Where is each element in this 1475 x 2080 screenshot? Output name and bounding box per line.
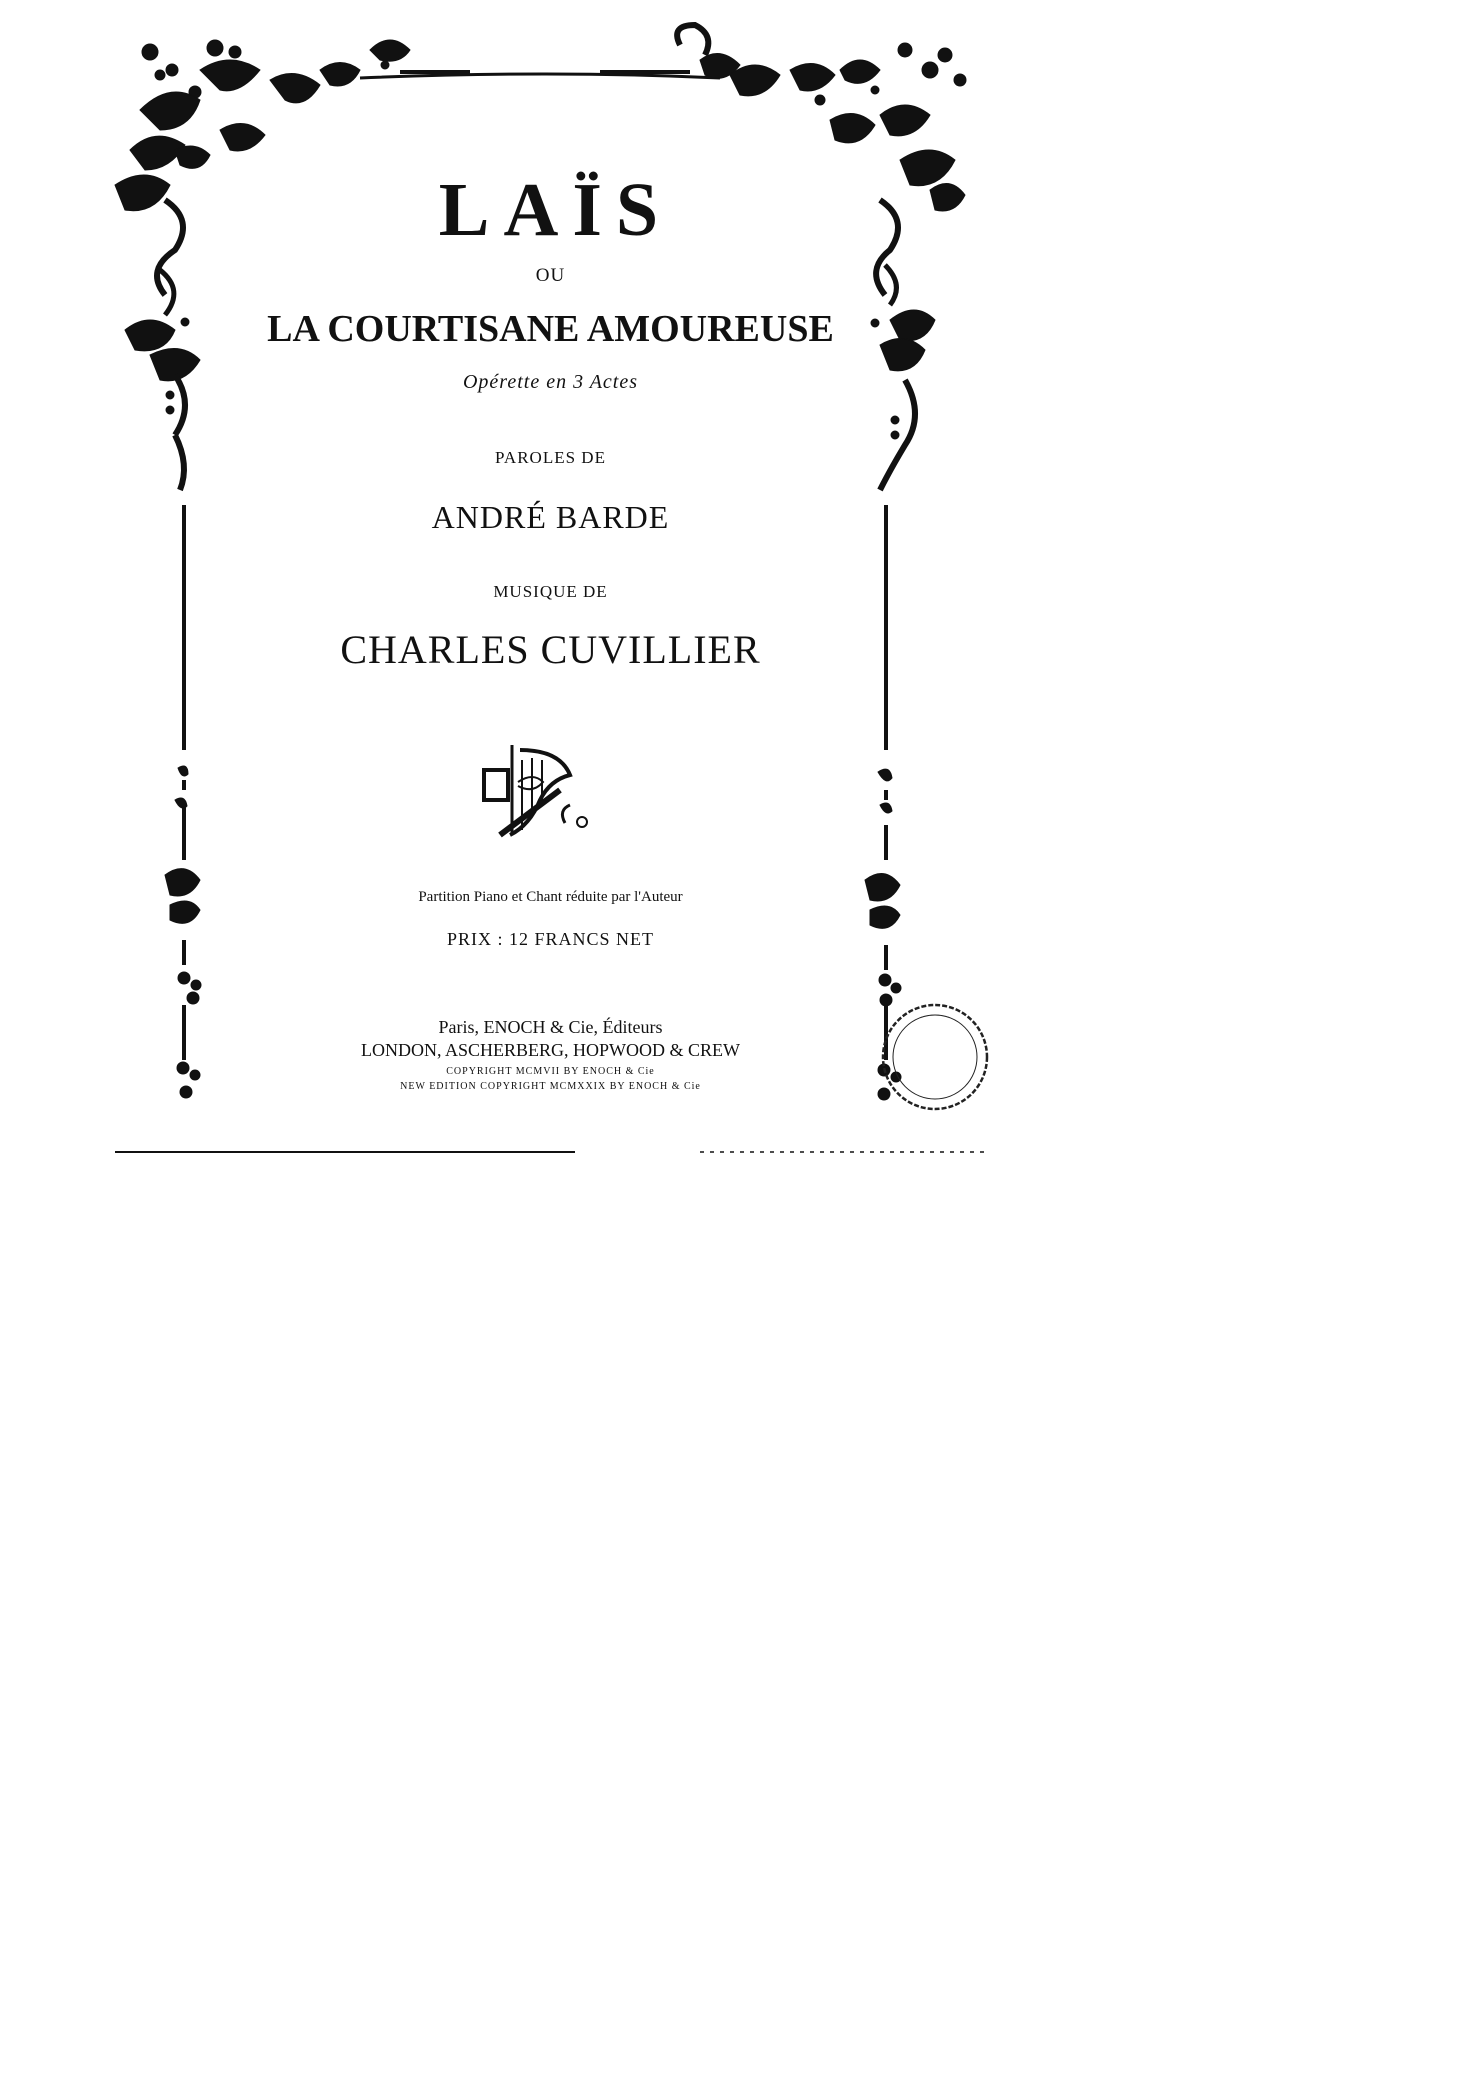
- librettist-name: ANDRÉ BARDE: [431, 499, 670, 535]
- copyright-line-1: COPYRIGHT MCMVII BY ENOCH & Cie: [446, 1066, 655, 1077]
- music-by-label: MUSIQUE DE: [493, 582, 608, 601]
- price-line: PRIX : 12 FRANCS NET: [446, 929, 655, 949]
- publisher-logo: [484, 745, 587, 835]
- title-conjunction: OU: [535, 265, 566, 286]
- score-arrangement-note: Partition Piano et Chant réduite par l'Auteur: [418, 889, 683, 905]
- publisher-paris: Paris, ENOCH & Cie, Éditeurs: [438, 1017, 663, 1037]
- work-title: LAÏS: [438, 168, 673, 252]
- work-genre: Opérette en 3 Actes: [462, 371, 639, 393]
- copyright-line-2: NEW EDITION COPYRIGHT MCMXXIX BY ENOCH & Cie: [400, 1081, 701, 1092]
- composer-name: CHARLES CUVILLIER: [340, 627, 761, 672]
- work-subtitle: LA COURTISANE AMOUREUSE: [267, 308, 834, 350]
- publisher-london: LONDON, ASCHERBERG, HOPWOOD & CREW: [360, 1040, 740, 1060]
- lyrics-by-label: PAROLES DE: [495, 448, 606, 467]
